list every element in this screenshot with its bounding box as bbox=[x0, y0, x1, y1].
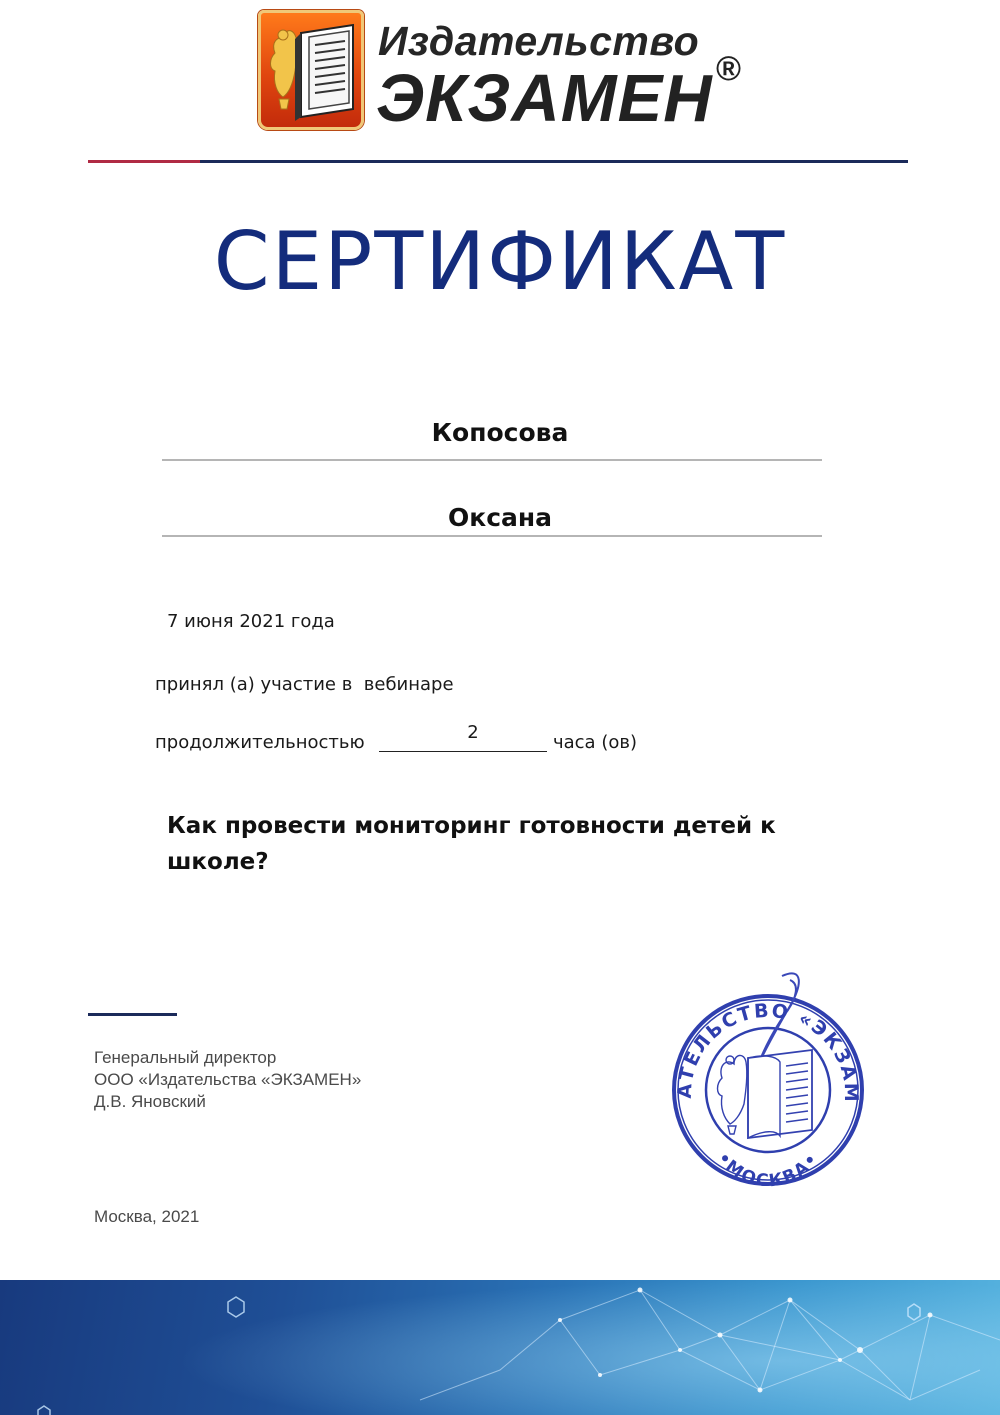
recipient-given-name: Оксана bbox=[447, 503, 553, 532]
svg-text:•МОСКВА• bbox=[713, 1149, 823, 1188]
stamp-center-emblem-icon bbox=[718, 1050, 813, 1138]
publisher-logo bbox=[258, 8, 758, 136]
stamp-top-text: АТЕЛЬСТВО «ЭКЗАМ bbox=[673, 999, 863, 1104]
header-divider bbox=[88, 160, 908, 163]
official-stamp bbox=[664, 966, 864, 1188]
duration-blank-line bbox=[379, 751, 547, 752]
signature-divider bbox=[88, 1013, 177, 1016]
duration-unit: часа (ов) bbox=[553, 732, 637, 753]
given-name-underline bbox=[162, 535, 822, 537]
stamp-bottom-text: •МОСКВА• bbox=[712, 1148, 824, 1188]
publisher-name-line2: ЭКЗАМЕН bbox=[376, 61, 713, 136]
webinar-topic: Как провести мониторинг готовности детей к школе? bbox=[167, 813, 776, 875]
duration-label: продолжительностью bbox=[155, 732, 365, 753]
participation-statement: принял (а) участие в вебинаре bbox=[155, 674, 454, 695]
recipient-surname: Копосова bbox=[431, 418, 569, 447]
footer-network-banner bbox=[0, 1280, 1000, 1415]
signatory-position: Генеральный директор bbox=[94, 1048, 277, 1067]
registered-trademark-mark: ® bbox=[716, 50, 742, 88]
surname-underline bbox=[162, 459, 822, 461]
coat-of-arms-emblem-icon bbox=[258, 10, 364, 130]
duration-value: 2 bbox=[467, 722, 479, 743]
signatory-name: Д.В. Яновский bbox=[94, 1092, 206, 1111]
event-date: 7 июня 2021 года bbox=[167, 611, 335, 632]
certificate-title: СЕРТИФИКАТ bbox=[213, 215, 787, 308]
publisher-name-line1: Издательство bbox=[378, 18, 700, 64]
city-and-year: Москва, 2021 bbox=[94, 1207, 200, 1226]
signatory-organization: ООО «Издательства «ЭКЗАМЕН» bbox=[94, 1070, 362, 1089]
